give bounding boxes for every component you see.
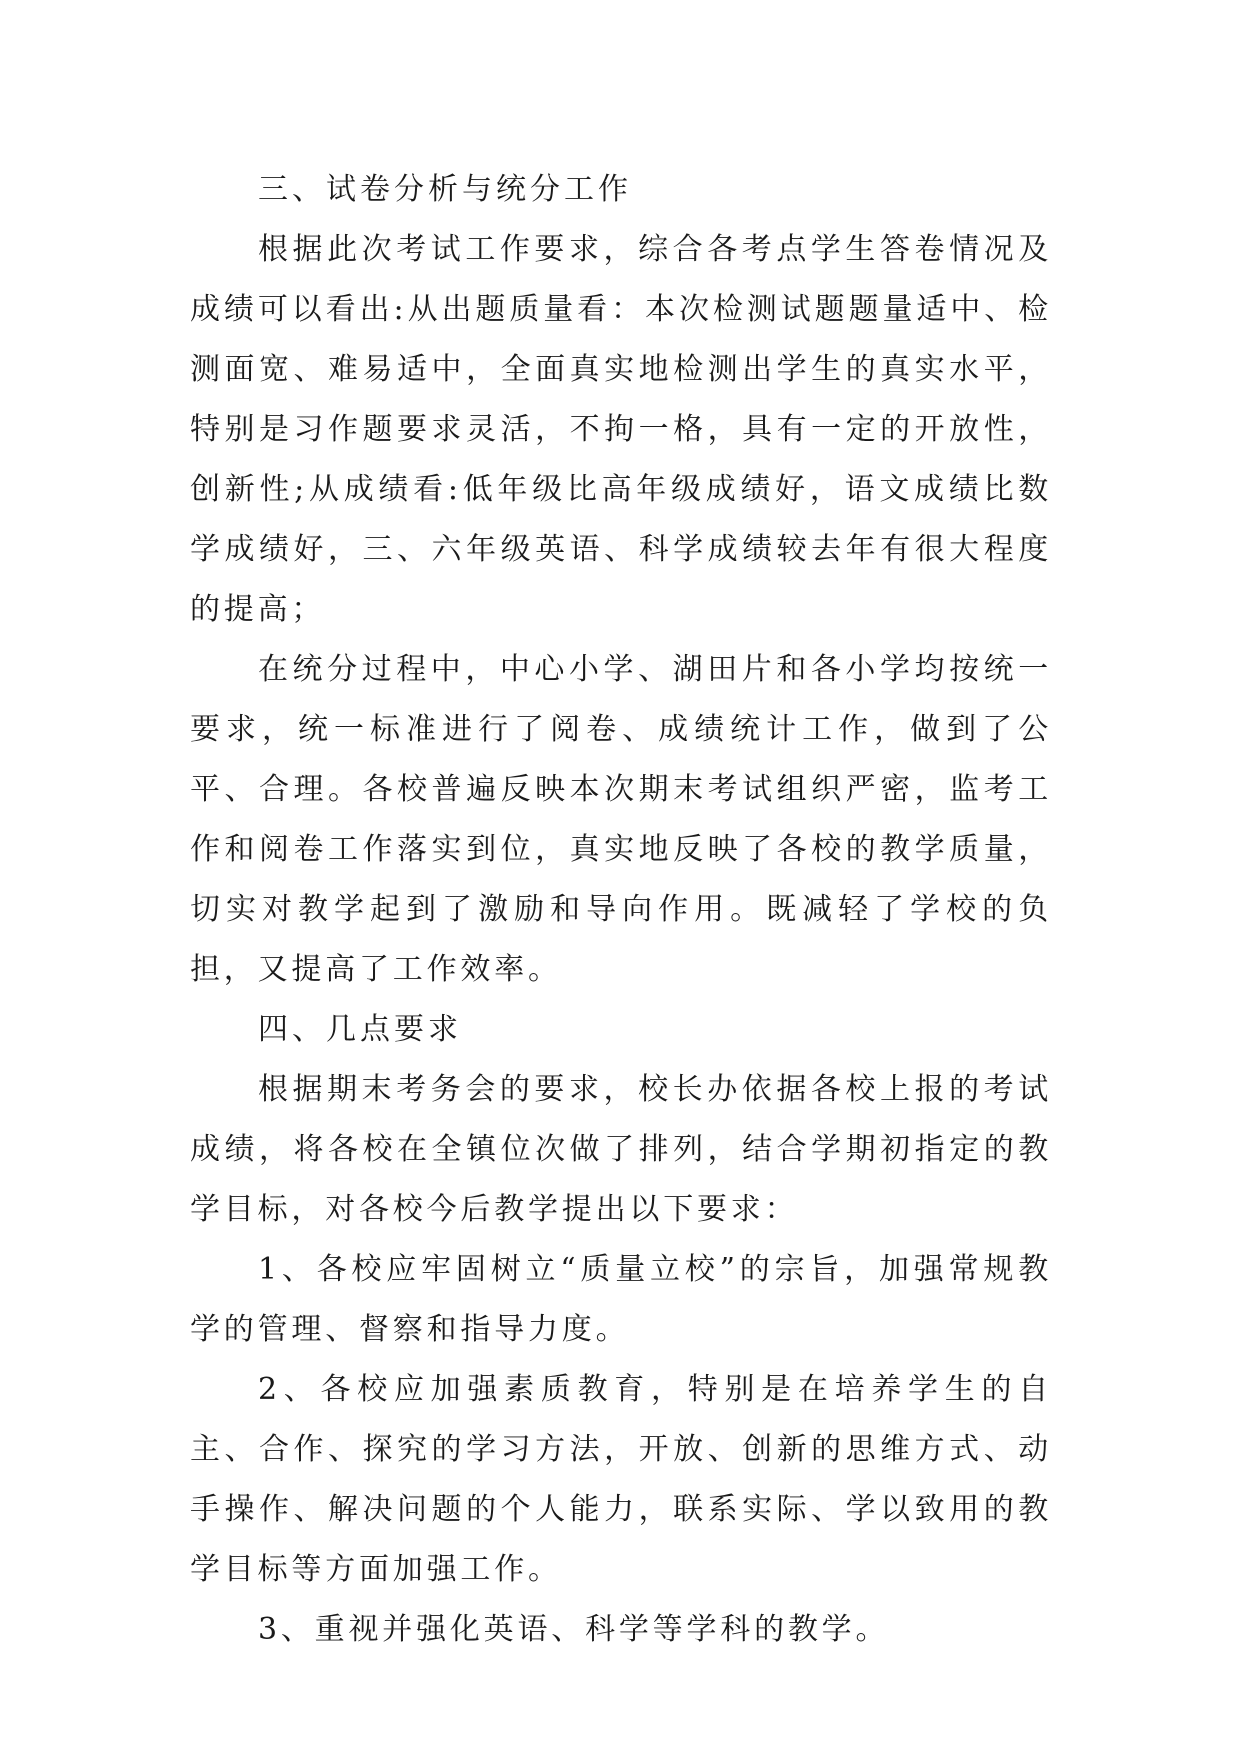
paragraph-requirements-intro: 根据期末考务会的要求，校长办依据各校上报的考试成绩，将各校在全镇位次做了排列，结合学期初指定的教学目标，对各校今后教学提出以下要求： [190,1072,1052,1227]
section-heading-exam-analysis: 三、试卷分析与统分工作 [258,172,632,207]
paragraph-scoring-process: 在统分过程中，中心小学、湖田片和各小学均按统一要求，统一标准进行了阅卷、成绩统计工作，做到了公平、合理。各校普遍反映本次期末考试组织严密，监考工作和阅卷工作落实到位，真实地反映了各校的教学质量，切实对教学起到了激励和导向作用。既减轻了学校的负担，又提高了工作效率。 [190,652,1052,987]
requirement-item-2: 2、各校应加强素质教育，特别是在培养学生的自主、合作、探究的学习方法，开放、创新的思维方式、动手操作、解决问题的个人能力，联系实际、学以致用的教学目标等方面加强工作。 [190,1372,1052,1587]
paragraph-exam-results: 根据此次考试工作要求，综合各考点学生答卷情况及成绩可以看出:从出题质量看：本次检测试题题量适中、检测面宽、难易适中，全面真实地检测出学生的真实水平，特别是习作题要求灵活，不拘一格，具有一定的开放性，创新性;从成绩看:低年级比高年级成绩好，语文成绩比数学成绩好，三、六年级英语、科学成绩较去年有很大程度的提高； [190,232,1052,627]
section-heading-requirements: 四、几点要求 [258,1012,462,1047]
document-body [190,160,1052,1660]
requirement-item-3: 3、重视并强化英语、科学等学科的教学。 [258,1612,890,1647]
requirement-item-1: 1、各校应牢固树立“质量立校”的宗旨，加强常规教学的管理、督察和指导力度。 [190,1252,1052,1347]
